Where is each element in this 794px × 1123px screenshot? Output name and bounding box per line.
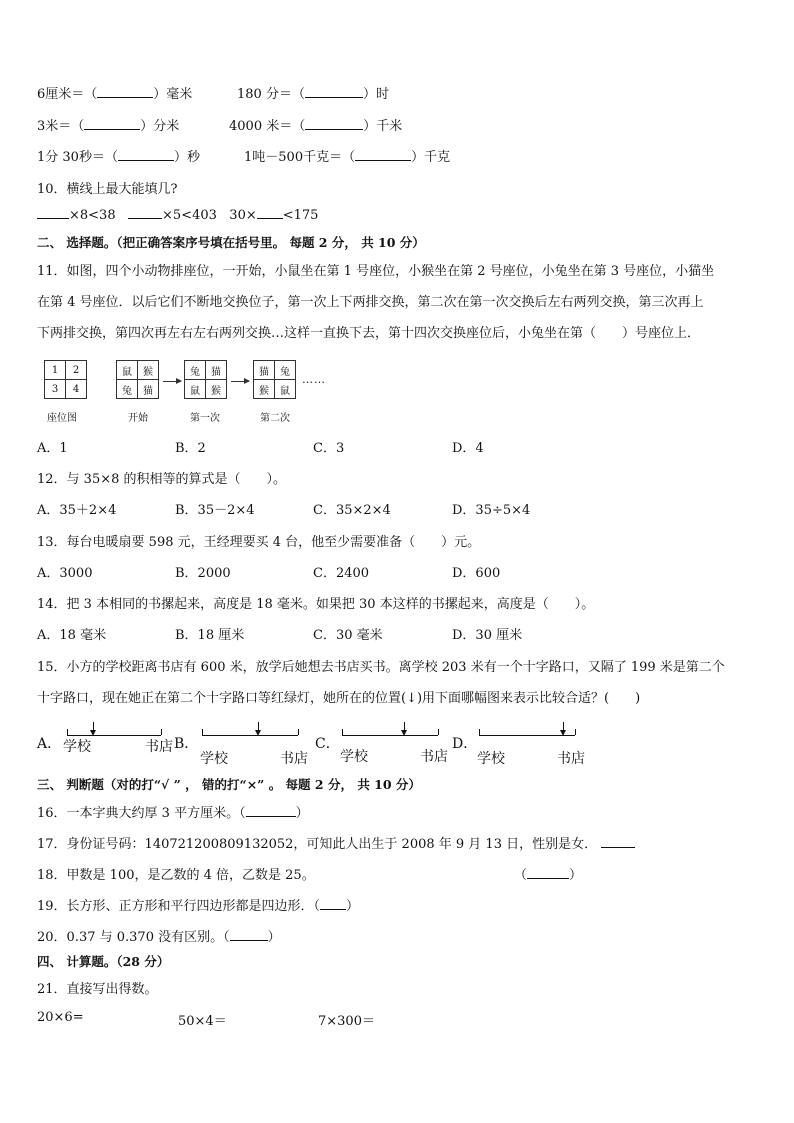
blank (527, 877, 569, 879)
second-swap-grid: 猫 兔 猴 鼠 (253, 360, 296, 399)
option-c: C．2400 (313, 566, 370, 581)
option-a: A．35＋2×4 (37, 503, 117, 518)
blank (128, 217, 162, 219)
option-b-letter: B． (174, 736, 199, 752)
conversion-row-1: 6厘米＝（ ）毫米 (37, 87, 193, 102)
position-arrow-icon (404, 722, 405, 734)
blank (601, 846, 635, 848)
option-c: C．3 (313, 441, 345, 456)
continuation-dots: …… (302, 373, 326, 386)
position-arrow-icon (563, 722, 564, 734)
calc-1: 20×6= (37, 1010, 84, 1025)
question-19: 19．长方形、正方形和平行四边形都是四边形．（ ） (37, 899, 360, 914)
option-c: C．35×2×4 (313, 503, 391, 518)
blank (97, 96, 153, 98)
option-b: B．2 (175, 441, 206, 456)
question-20: 20．0.37 与 0.370 没有区别。（ ） (37, 930, 281, 945)
route-diagram-b: 学校 书店 (198, 722, 316, 766)
start-grid: 鼠 猴 兔 猫 (116, 360, 159, 399)
option-c-letter: C． (315, 736, 340, 752)
option-b: B．18 厘米 (175, 628, 245, 643)
option-a-letter: A． (37, 736, 62, 752)
caption-seat: 座位图 (47, 413, 77, 424)
blank (84, 128, 140, 130)
section-3-heading: 三、 判断题（对的打“√ ” ， 错的打“×” 。 每题 2 分， 共 10 分） (37, 777, 421, 792)
option-d: D．35÷5×4 (452, 503, 531, 518)
option-b: B．2000 (175, 566, 231, 581)
blank (230, 939, 268, 941)
conversion-row-3b: 1吨－500千克＝（ ）千克 (244, 150, 451, 165)
question-10-blanks: ×8<38 ×5<403 30× <175 (37, 208, 318, 223)
question-13: 13．每台电暖扇要 598 元，王经理要买 4 台，他至少需要准备（ ）元。 (37, 535, 481, 550)
caption-second: 第二次 (260, 413, 290, 424)
blank (305, 96, 363, 98)
blank (320, 908, 346, 910)
question-18: 18．甲数是 100，是乙数的 4 倍，乙数是 25。 (37, 868, 315, 883)
route-diagram-c: 学校 书店 (338, 722, 456, 766)
option-c: C．30 毫米 (313, 628, 383, 643)
option-a: A．18 毫米 (37, 628, 107, 643)
question-11-line-1: 11．如图，四个小动物排座位，一开始，小鼠坐在第 1 号座位，小猴坐在第 2 号座位，小兔坐在第 3 号座位，小猫坐 (37, 264, 715, 279)
option-d: D．4 (452, 441, 484, 456)
blank (355, 159, 411, 161)
route-diagram-a: 学校 书店 (63, 722, 181, 766)
blank (37, 217, 69, 219)
calc-2: 50×4＝ (178, 1014, 227, 1029)
option-a: A．3000 (37, 566, 93, 581)
question-15-line-1: 15．小方的学校距离书店有 600 米，放学后她想去书店买书。离学校 203 米有一个十字路口，又隔了 199 米是第二个 (37, 660, 725, 675)
conversion-row-1b: 180 分＝（ ）时 (237, 87, 389, 102)
option-a: A．1 (37, 441, 68, 456)
section-4-heading: 四、 计算题。（28 分） (37, 954, 170, 969)
option-d-letter: D． (452, 736, 478, 752)
conversion-row-3: 1分 30秒＝（ ）秒 (37, 150, 200, 165)
question-11-line-3: 下两排交换，第四次再左右左右两列交换…这样一直换下去，第十四次交换座位后，小兔坐在第（ ）号座位上． (37, 326, 701, 341)
blank (305, 128, 363, 130)
question-16: 16．一本字典大约厚 3 平方厘米。（ ） (37, 806, 309, 821)
blank (257, 217, 283, 219)
section-2-heading: 二、 选择题。（把正确答案序号填在括号里。 每题 2 分， 共 10 分） (37, 235, 425, 250)
question-14: 14．把 3 本相同的书摞起来，高度是 18 毫米。如果把 30 本这样的书摞起来，高度是（ ）。 (37, 597, 595, 612)
conversion-row-2: 3米＝（ ）分米 (37, 119, 180, 134)
question-11-line-2: 在第 4 号座位．以后它们不断地交换位子，第一次上下两排交换，第二次在第一次交换后左右两列交换，第三次再上 (37, 295, 704, 310)
position-arrow-icon (258, 722, 259, 734)
arrow-icon (231, 381, 249, 382)
blank (118, 159, 174, 161)
question-10-title: 10．横线上最大能填几? (37, 182, 178, 197)
position-arrow-icon (93, 722, 94, 734)
question-15-line-2: 十字路口，现在她正在第二个十字路口等红绿灯，她所在的位置(↓)用下面哪幅图来表示比较合适？( ) (37, 691, 641, 706)
option-b: B．35－2×4 (175, 503, 255, 518)
caption-start: 开始 (128, 413, 148, 424)
blank (246, 815, 296, 817)
arrow-icon (163, 381, 181, 382)
question-17: 17．身份证号码：140721200809132052，可知此人出生于 2008 年 9 月 13 日，性别是女． (37, 833, 635, 852)
conversion-row-2b: 4000 米＝（ ）千米 (229, 119, 403, 134)
route-diagram-d: 学校 书店 (475, 722, 593, 766)
option-d: D．600 (452, 566, 501, 581)
caption-first: 第一次 (190, 413, 220, 424)
seat-grid: 1 2 3 4 (44, 360, 87, 399)
question-21: 21．直接写出得数。 (37, 982, 158, 997)
question-12: 12．与 35×8 的积相等的算式是（ ）。 (37, 472, 287, 487)
calc-3: 7×300＝ (318, 1014, 375, 1029)
first-swap-grid: 兔 猫 鼠 猴 (184, 360, 227, 399)
question-18-answer: （ ） (514, 868, 583, 883)
option-d: D．30 厘米 (452, 628, 523, 643)
